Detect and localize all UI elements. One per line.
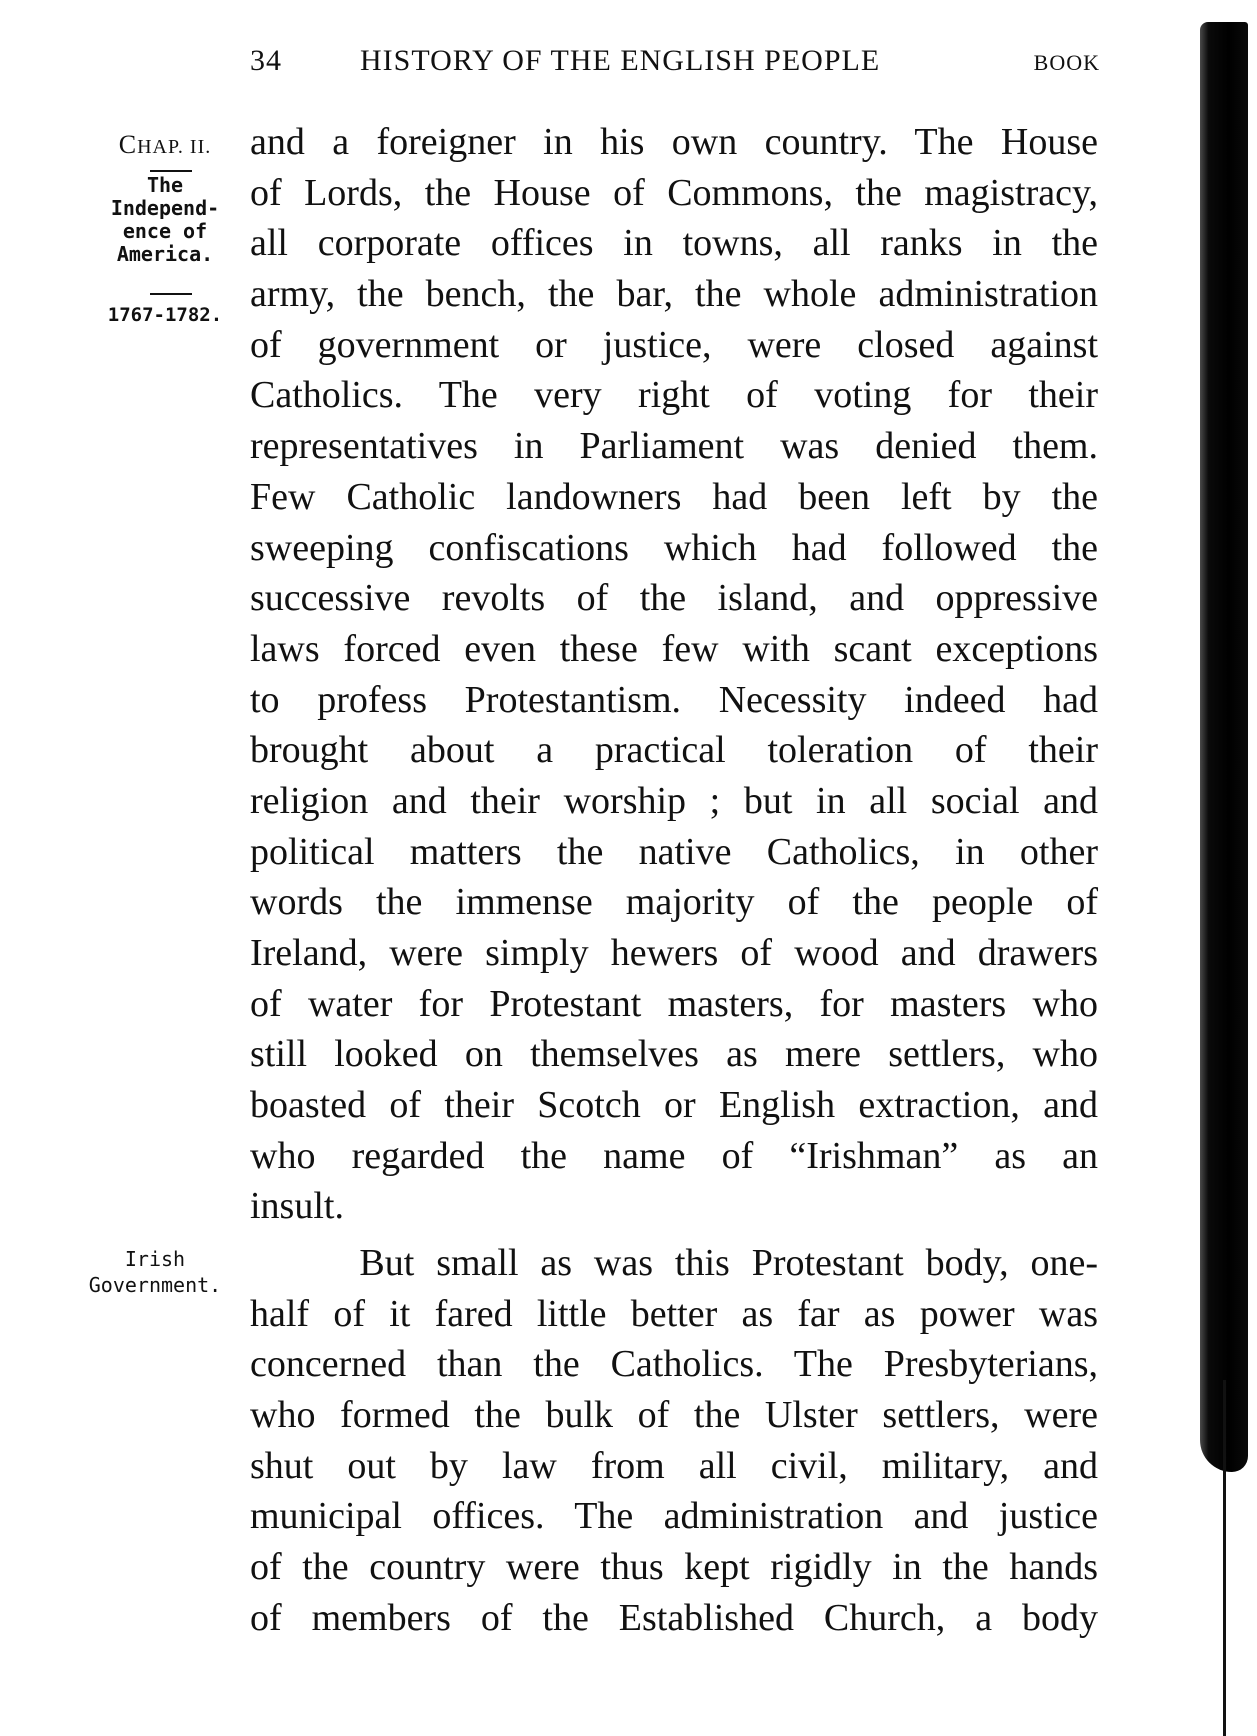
text-line: of water for Protestant masters, for masters who bbox=[250, 982, 1098, 1025]
paragraph-2 bbox=[250, 1238, 1098, 1644]
text-line: of government or justice, were closed against bbox=[250, 323, 1098, 366]
chapter-label-rest: HAP. II. bbox=[137, 136, 212, 158]
text-line: municipal offices. The administration and justice bbox=[250, 1495, 1098, 1538]
text-line: half of it fared little better as far as power was bbox=[250, 1292, 1098, 1335]
margin-rule-top bbox=[150, 170, 192, 172]
side-title bbox=[96, 174, 234, 266]
binding-thin-line bbox=[1223, 1380, 1226, 1736]
text-line: who regarded the name of “Irishman” as an bbox=[250, 1134, 1098, 1177]
text-line: of members of the Established Church, a body bbox=[250, 1596, 1098, 1639]
text-line: Catholics. The very right of voting for their bbox=[250, 374, 1098, 417]
text-line: and a foreigner in his own country. The House bbox=[250, 121, 1098, 163]
side-title-line: Independ- bbox=[110, 196, 220, 220]
sidenote-line: Irish bbox=[124, 1247, 186, 1271]
running-title: HISTORY OF THE ENGLISH PEOPLE bbox=[360, 44, 881, 77]
text-line: religion and their worship ; but in all social and bbox=[250, 779, 1098, 822]
text-line: army, the bench, the bar, the whole administration bbox=[250, 273, 1098, 316]
text-line: laws forced even these few with scant exceptions bbox=[250, 627, 1098, 670]
chapter-label-initial: C bbox=[118, 130, 138, 159]
sidenote-line: Government. bbox=[88, 1273, 222, 1297]
text-line: of Lords, the House of Commons, the magistracy, bbox=[250, 171, 1098, 214]
margin-rule-bottom bbox=[150, 293, 192, 295]
text-line: words the immense majority of the people of bbox=[250, 881, 1098, 924]
binding-shadow bbox=[1180, 0, 1257, 1736]
side-title-line: America. bbox=[116, 242, 214, 266]
page-number: 34 bbox=[250, 44, 282, 77]
side-title-line: The bbox=[146, 173, 184, 197]
chapter-label bbox=[100, 130, 230, 160]
text-line: of the country were thus kept rigidly in the hands bbox=[250, 1546, 1098, 1589]
text-line: sweeping confiscations which had followed the bbox=[250, 526, 1098, 569]
text-line: successive revolts of the island, and oppressive bbox=[250, 577, 1098, 620]
text-line: shut out by law from all civil, military, and bbox=[250, 1444, 1098, 1487]
text-line: Ireland, were simply hewers of wood and drawers bbox=[250, 932, 1098, 974]
running-head bbox=[250, 44, 1100, 84]
text-line: all corporate offices in towns, all ranks in the bbox=[250, 222, 1098, 265]
text-line: representatives in Parliament was denied them. bbox=[250, 425, 1098, 468]
text-line: boasted of their Scotch or English extraction, and bbox=[250, 1084, 1098, 1127]
running-book-label: BOOK bbox=[1033, 50, 1100, 75]
text-line: insult. bbox=[250, 1185, 344, 1228]
text-line: to profess Protestantism. Necessity indeed had bbox=[250, 678, 1098, 721]
text-line: Few Catholic landowners had been left by the bbox=[250, 475, 1098, 518]
side-title-line: ence of bbox=[122, 219, 208, 243]
paragraph-1 bbox=[250, 117, 1098, 1232]
text-line: concerned than the Catholics. The Presbyterians, bbox=[250, 1343, 1098, 1386]
text-line: brought about a practical toleration of their bbox=[250, 729, 1098, 772]
text-line: But small as was this Protestant body, one- bbox=[250, 1242, 1098, 1284]
text-line: political matters the native Catholics, in other bbox=[250, 830, 1098, 873]
sidenote-irish-government bbox=[70, 1246, 240, 1298]
text-line: still looked on themselves as mere settlers, who bbox=[250, 1033, 1098, 1076]
text-line: who formed the bulk of the Ulster settlers, were bbox=[250, 1394, 1098, 1437]
date-range: 1767-1782. bbox=[107, 304, 223, 326]
binding-dark-strip bbox=[1200, 22, 1248, 1472]
